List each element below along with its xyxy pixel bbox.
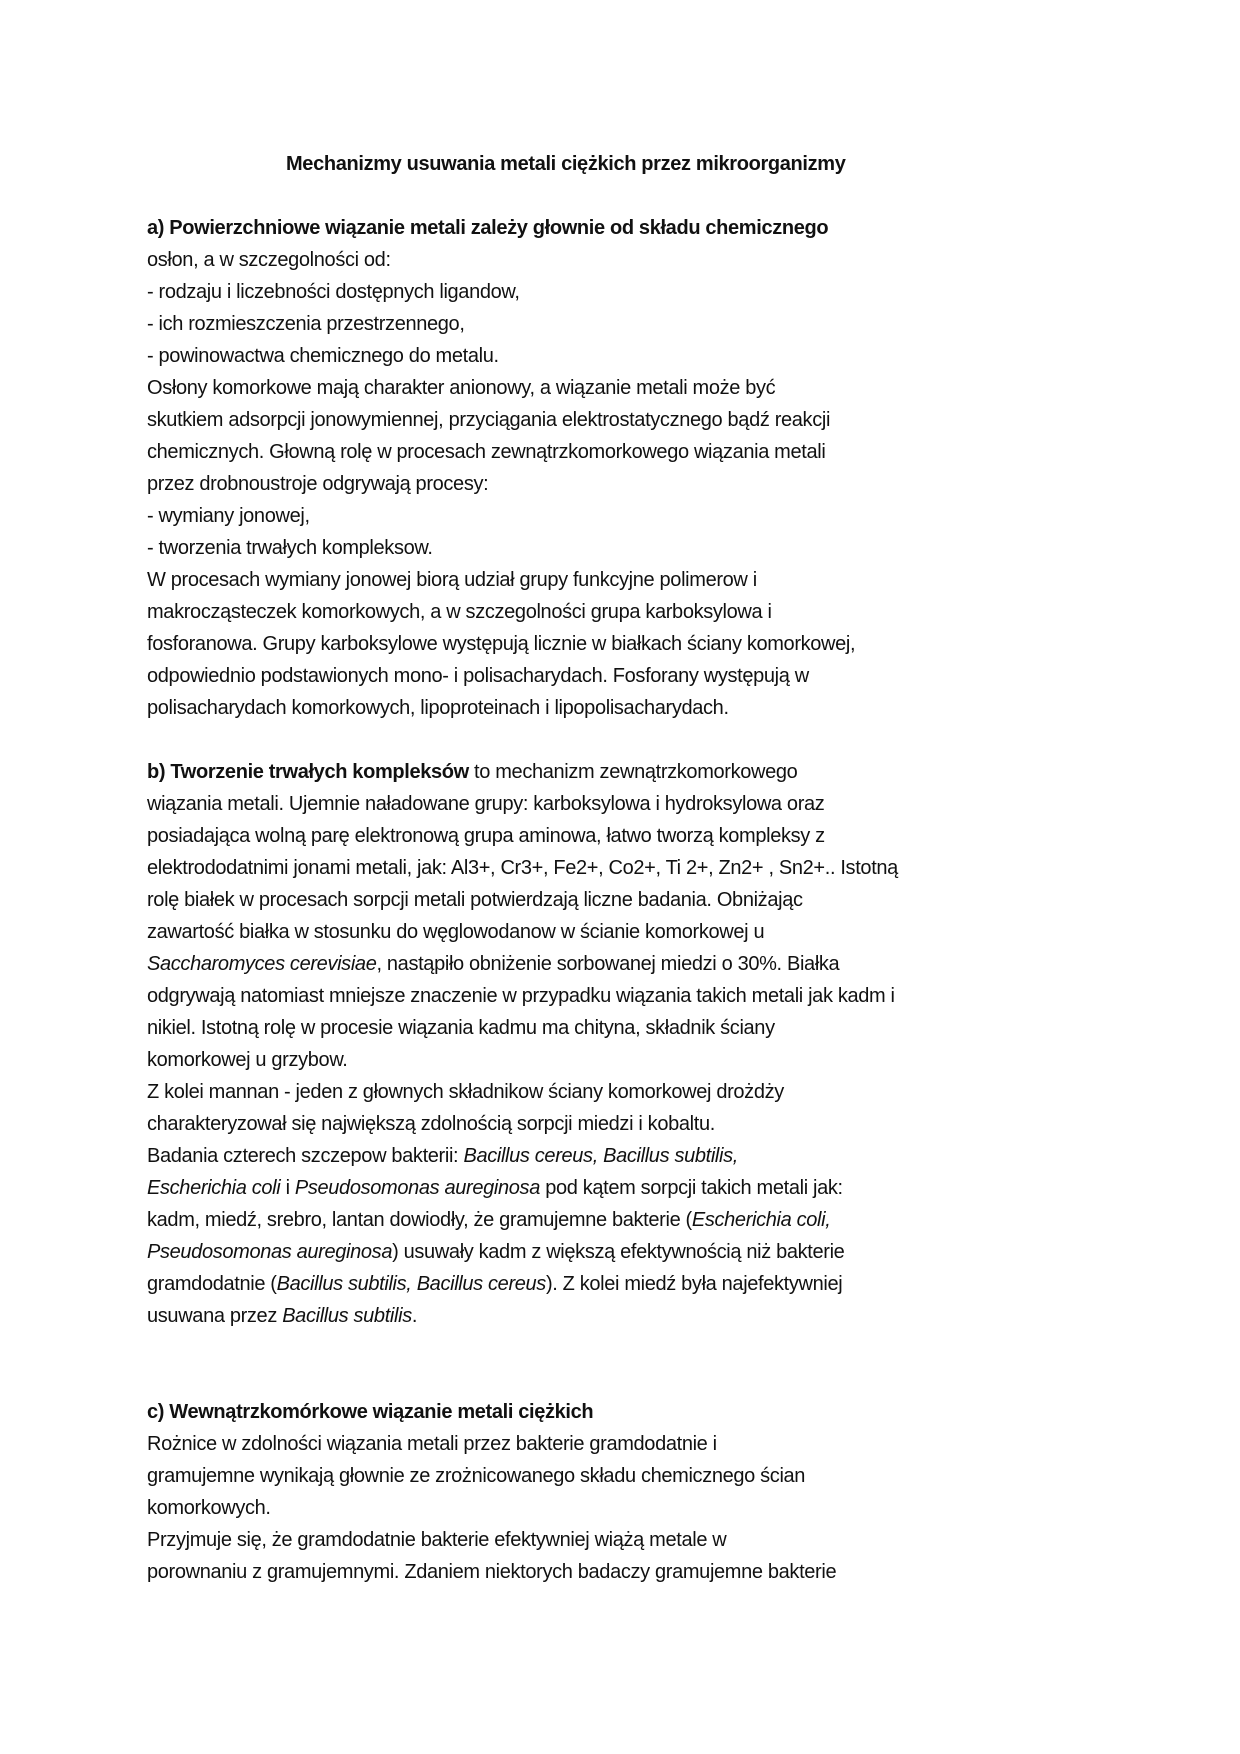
blank-line bbox=[147, 1332, 1147, 1364]
text-line bbox=[147, 852, 1147, 884]
text-line bbox=[147, 980, 1147, 1012]
text-segment: Rożnice w zdolności wiązania metali przez bakterie gramdodatnie i bbox=[147, 1433, 717, 1455]
text-segment: zawartość białka w stosunku do węglowodanow w ścianie komorkowej u bbox=[147, 921, 765, 943]
text-segment: Przyjmuje się, że gramdodatnie bakterie efektywniej wiążą metale w bbox=[147, 1529, 727, 1551]
text-line bbox=[147, 596, 1147, 628]
blank-line bbox=[147, 1364, 1147, 1396]
text-line bbox=[147, 916, 1147, 948]
text-segment: ). Z kolei miedź była najefektywniej bbox=[545, 1273, 843, 1295]
text-segment: . bbox=[411, 1305, 418, 1327]
text-line bbox=[147, 1108, 1147, 1140]
text-line bbox=[147, 1396, 1147, 1428]
text-segment: makrocząsteczek komorkowych, a w szczegolności grupa karboksylowa i bbox=[147, 601, 772, 623]
text-line bbox=[147, 692, 1147, 724]
text-line bbox=[147, 1044, 1147, 1076]
text-line bbox=[147, 244, 1147, 276]
text-line bbox=[147, 340, 1147, 372]
italic-text: Bacillus subtilis, Bacillus cereus bbox=[276, 1273, 546, 1295]
italic-text: Pseudosomonas aureginosa bbox=[147, 1241, 393, 1263]
text-segment: - tworzenia trwałych kompleksow. bbox=[147, 537, 433, 559]
text-segment: odgrywają natomiast mniejsze znaczenie w przypadku wiązania takich metali jak kadm i bbox=[147, 985, 895, 1007]
text-segment: odpowiednio podstawionych mono- i polisacharydach. Fosforany występują w bbox=[147, 665, 809, 687]
text-line bbox=[147, 1204, 1147, 1236]
text-segment: to mechanizm zewnątrzkomorkowego bbox=[468, 761, 798, 783]
text-segment: - powinowactwa chemicznego do metalu. bbox=[147, 345, 499, 367]
bold-text: b) Tworzenie trwałych kompleksów bbox=[147, 761, 469, 783]
text-line bbox=[147, 1492, 1147, 1524]
blank-line bbox=[147, 724, 1147, 756]
blank-line bbox=[147, 180, 1147, 212]
text-segment: usuwana przez bbox=[147, 1305, 283, 1327]
text-line bbox=[147, 820, 1147, 852]
text-line bbox=[147, 564, 1147, 596]
text-line bbox=[147, 308, 1147, 340]
text-segment: porownaniu z gramujemnymi. Zdaniem niektorych badaczy gramujemne bakterie bbox=[147, 1561, 837, 1583]
text-line bbox=[147, 1460, 1147, 1492]
text-segment: pod kątem sorpcji takich metali jak: bbox=[539, 1177, 843, 1199]
text-segment: Osłony komorkowe mają charakter anionowy, a wiązanie metali może być bbox=[147, 377, 776, 399]
text-line bbox=[147, 436, 1147, 468]
text-line bbox=[147, 1076, 1147, 1108]
italic-text: Escherichia coli bbox=[147, 1177, 281, 1199]
bold-text: c) Wewnątrzkomórkowe wiązanie metali ciężkich bbox=[147, 1401, 594, 1423]
text-line bbox=[147, 1268, 1147, 1300]
text-segment: gramujemne wynikają głownie ze zrożnicowanego składu chemicznego ścian bbox=[147, 1465, 806, 1487]
text-segment: - ich rozmieszczenia przestrzennego, bbox=[147, 313, 465, 335]
text-segment: gramdodatnie ( bbox=[147, 1273, 277, 1295]
italic-text: Escherichia coli, bbox=[691, 1209, 831, 1231]
text-line bbox=[147, 1236, 1147, 1268]
italic-text: Bacillus cereus, Bacillus subtilis, bbox=[463, 1145, 738, 1167]
text-segment: komorkowych. bbox=[147, 1497, 271, 1519]
text-segment: chemicznych. Głowną rolę w procesach zewnątrzkomorkowego wiązania metali bbox=[147, 441, 826, 463]
text-segment: osłon, a w szczegolności od: bbox=[147, 249, 391, 271]
text-line bbox=[147, 660, 1147, 692]
text-line bbox=[147, 628, 1147, 660]
text-segment: kadm, miedź, srebro, lantan dowiodły, że gramujemne bakterie ( bbox=[147, 1209, 692, 1231]
text-segment: fosforanowa. Grupy karboksylowe występują licznie w białkach ściany komorkowej, bbox=[147, 633, 856, 655]
text-line bbox=[147, 884, 1147, 916]
text-segment: ) usuwały kadm z większą efektywnością niż bakterie bbox=[392, 1241, 845, 1263]
italic-text: Pseudosomonas aureginosa bbox=[294, 1177, 540, 1199]
text-segment: elektrododatnimi jonami metali, jak: Al3+, Cr3+, Fe2+, Co2+, Ti 2+, Zn2+ , Sn2+.. Istotną bbox=[147, 857, 898, 879]
text-segment: , nastąpiło obniżenie sorbowanej miedzi o 30%. Białka bbox=[376, 953, 840, 975]
text-segment: polisacharydach komorkowych, lipoproteinach i lipopolisacharydach. bbox=[147, 697, 729, 719]
text-line bbox=[147, 404, 1147, 436]
text-segment: charakteryzował się największą zdolnością sorpcji miedzi i kobaltu. bbox=[147, 1113, 715, 1135]
text-line bbox=[147, 532, 1147, 564]
text-segment: posiadająca wolną parę elektronową grupa aminowa, łatwo tworzą kompleksy z bbox=[147, 825, 825, 847]
text-segment: W procesach wymiany jonowej biorą udział grupy funkcyjne polimerow i bbox=[147, 569, 757, 591]
text-segment: przez drobnoustroje odgrywają procesy: bbox=[147, 473, 489, 495]
text-segment: - rodzaju i liczebności dostępnych ligandow, bbox=[147, 281, 520, 303]
text-line bbox=[147, 468, 1147, 500]
text-line bbox=[147, 1012, 1147, 1044]
text-line bbox=[147, 1556, 1147, 1588]
italic-text: Saccharomyces cerevisiae bbox=[147, 953, 377, 975]
text-line bbox=[147, 372, 1147, 404]
text-segment: - wymiany jonowej, bbox=[147, 505, 310, 527]
text-segment: rolę białek w procesach sorpcji metali potwierdzają liczne badania. Obniżając bbox=[147, 889, 803, 911]
text-segment: komorkowej u grzybow. bbox=[147, 1049, 348, 1071]
bold-text: a) Powierzchniowe wiązanie metali zależy głownie od składu chemicznego bbox=[147, 217, 829, 239]
text-line bbox=[147, 1172, 1147, 1204]
text-segment: nikiel. Istotną rolę w procesie wiązania kadmu ma chityna, składnik ściany bbox=[147, 1017, 775, 1039]
text-line bbox=[147, 500, 1147, 532]
document-body bbox=[147, 148, 1147, 1588]
text-line bbox=[147, 276, 1147, 308]
text-line bbox=[147, 948, 1147, 980]
text-line bbox=[147, 1300, 1147, 1332]
text-segment: wiązania metali. Ujemnie naładowane grupy: karboksylowa i hydroksylowa oraz bbox=[147, 793, 825, 815]
text-line bbox=[147, 756, 1147, 788]
italic-text: Bacillus subtilis bbox=[282, 1305, 412, 1327]
text-segment: Z kolei mannan - jeden z głownych składnikow ściany komorkowej drożdży bbox=[147, 1081, 784, 1103]
text-line bbox=[147, 1428, 1147, 1460]
text-segment: skutkiem adsorpcji jonowymiennej, przyciągania elektrostatycznego bądź reakcji bbox=[147, 409, 831, 431]
text-line bbox=[147, 1524, 1147, 1556]
text-line bbox=[147, 788, 1147, 820]
text-line bbox=[147, 1140, 1147, 1172]
text-line bbox=[147, 212, 1147, 244]
document-title: Mechanizmy usuwania metali ciężkich przez mikroorganizmy bbox=[286, 153, 846, 175]
text-segment: Badania czterech szczepow bakterii: bbox=[147, 1145, 464, 1167]
text-segment: i bbox=[280, 1177, 295, 1199]
